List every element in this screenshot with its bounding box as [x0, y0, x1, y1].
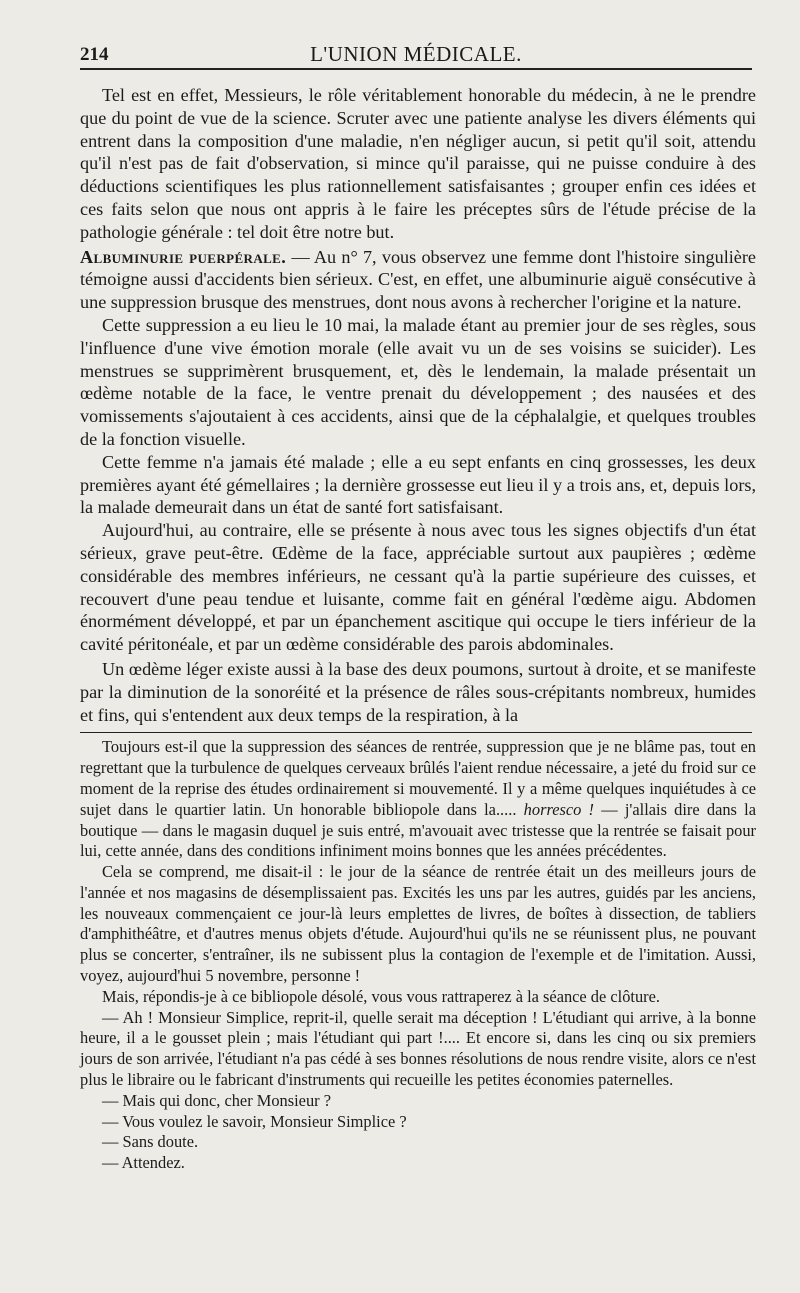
section-heading: Albuminurie puerpérale. — [80, 246, 287, 267]
feuilleton-paragraph: Cela se comprend, me disait-il : le jour de la séance de rentrée était un des meilleurs jours de l'année et nos magasins de désemplissaient pas. Excités les uns par les autres, guidés par les anciens, les nouveaux commençaient ce jour-là leurs emplettes de livres, de boîtes à dissection, de tabliers d'amphithéâtre, et d'autres menus objets d'étude. Aujourd'hui qu'ils ne se réunissent plus, ne pouvant plus se concerter, s'entraîner, ils ne subissent plus la contagion de l'exemple et de l'imitation. Aussi, voyez, aujourd'hui 5 novembre, personne ! — [80, 862, 756, 986]
italic-text: horresco ! — [523, 799, 595, 819]
running-title: L'UNION MÉDICALE. — [310, 42, 522, 66]
paragraph-text: — Au n° 7, vous observez une femme dont l'histoire singulière témoigne aussi d'accidents bien sérieux. C'est, en effet, une albuminurie aiguë consécutive à une suppression brusque des menstrues, dont nous avons à rechercher l'origine et la nature. — [80, 246, 757, 313]
feuilleton-paragraph: — Attendez. — [102, 1153, 185, 1173]
main-text-column — [80, 84, 756, 726]
feuilleton-paragraph: — Vous voulez le savoir, Monsieur Simplice ? — [102, 1111, 407, 1131]
feuilleton-paragraph: Mais, répondis-je à ce bibliopole désolé, vous vous rattraperez à la séance de clôture. — [102, 986, 660, 1006]
paragraph: Un œdème léger existe aussi à la base des deux poumons, surtout à droite, et se manifeste par la diminution de la sonoréité et la présence de râles sous-crépitants nombreux, humides et fins, qui s'entendent aux deux temps de la respiration, à la — [80, 658, 756, 725]
feuilleton-paragraph — [80, 737, 756, 862]
page-number: 214 — [80, 44, 109, 65]
paragraph: Aujourd'hui, au contraire, elle se présente à nous avec tous les signes objectifs d'un état sérieux, grave peut-être. Œdème de la face, appréciable surtout aux paupières ; œdème considérable des membres inférieurs, ne cessant qu'à la partie supérieure des cuisses, et recouvert d'une peau tendue et luisante, comme fait en général l'œdème aigu. Abdomen énormément développé, et par un épanchement ascitique qui occupe le tiers inférieur de la cavité péritonéale, et par un œdème considérable des parois abdominales. — [80, 520, 756, 655]
paragraph: Cette femme n'a jamais été malade ; elle a eu sept enfants en cinq grossesses, les deux premières ayant été gémellaires ; la dernière grossesse eut lieu il y a trois ans, et, depuis lors, la malade demeurait dans un état de santé fort satisfaisant. — [80, 451, 756, 518]
paragraph: Tel est en effet, Messieurs, le rôle véritablement honorable du médecin, à ne le prendre que du point de vue de la science. Scruter avec une patiente analyse les divers éléments qui entrent dans la composition d'une maladie, n'en négliger aucun, si petit qu'il soit, attendu qu'il n'est pas de fait d'observation, si mince qu'il paraisse, qui ne puisse conduire à des déductions scientifiques les plus rationnellement satisfaisantes ; grouper enfin ces idées et ces faits selon que nous ont appris à le faire les préceptes sûrs de l'étude précise de la pathologie générale : tel doit être notre but. — [80, 85, 756, 242]
feuilleton-text: — j'allais dire dans la boutique — dans le magasin duquel je suis entré, m'avouait avec tristesse que la rentrée se faisait pour lui, cette année, dans des conditions infiniment moins bonnes que les années précédentes. — [80, 799, 756, 861]
feuilleton-paragraph: — Ah ! Monsieur Simplice, reprit-il, quelle serait ma déception ! L'étudiant qui arrive, à la bonne heure, il a le gousset plein ; mais l'étudiant qui part !.... Et encore si, dans les cinq ou six premiers jours de son arrivée, l'étudiant n'a pas cédé à ses bonnes résolutions de nous rendre visite, alors ce n'est plus le libraire ou le fabricant d'instruments qui recueille les petites économies paternelles. — [80, 1007, 756, 1090]
paragraph: Cette suppression a eu lieu le 10 mai, la malade étant au premier jour de ses règles, sous l'influence d'une vive émotion morale (elle avait vu un de ses voisins se suicider). Les menstrues se supprimèrent brusquement, et, dès le lendemain, la malade présentait un œdème notable de la face, le ventre prenait du développement ; des nausées et des vomissements s'ajoutaient à ces accidents, ainsi que de la céphalalgie, et quelques troubles de la fonction visuelle. — [80, 314, 756, 449]
paragraph-albuminurie — [80, 246, 756, 314]
page-header — [80, 40, 752, 70]
feuilleton-paragraph: — Mais qui donc, cher Monsieur ? — [102, 1090, 331, 1110]
feuilleton-divider — [80, 732, 752, 733]
feuilleton-text: Toujours est-il que la suppression des séances de rentrée, suppression que je ne blâme pas, tout en regrettant que la turbulence de quelques cerveaux brûlés l'aient rendue nécessaire, a jeté du froid sur ce moment de la reprise des études ordinairement si mouvementé. Il y a même quelques inquiétudes à ce sujet dans le quartier latin. Un honorable bibliopole dans la..... — [80, 737, 756, 819]
feuilleton-paragraph: — Sans doute. — [102, 1132, 199, 1152]
feuilleton-section — [80, 737, 756, 1174]
